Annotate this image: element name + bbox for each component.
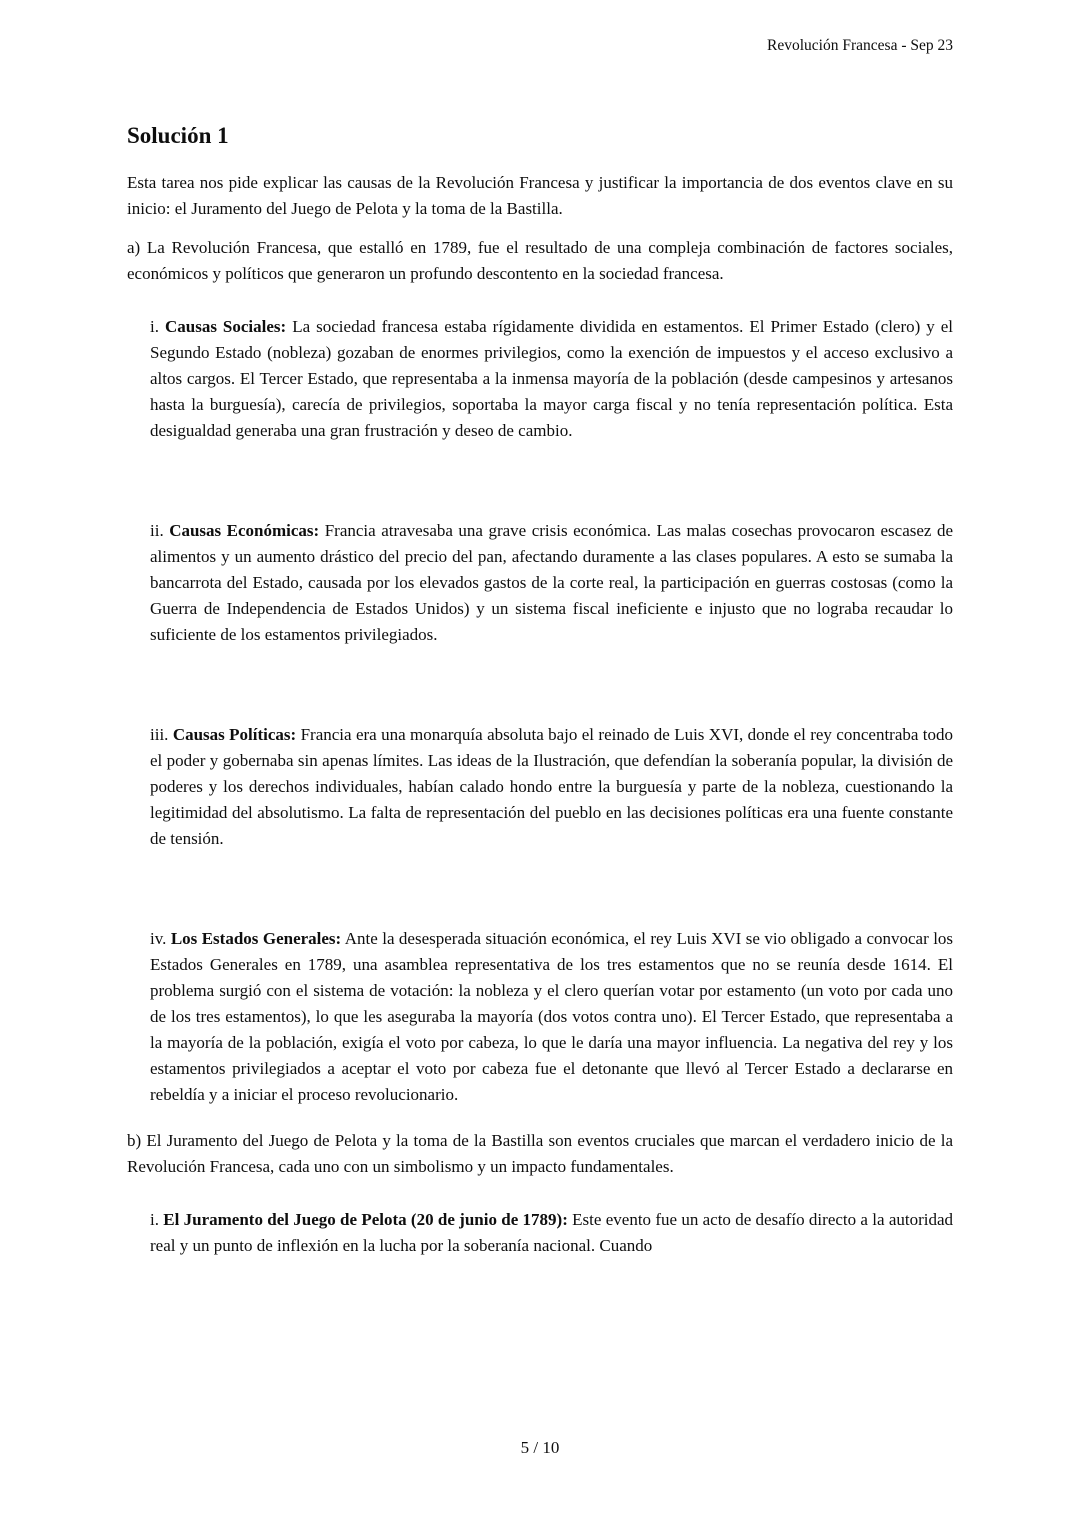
item-text: La sociedad francesa estaba rígidamente dividida en estamentos. El Primer Estado (clero) y el Segundo Estado (nobleza) gozaban de enormes privilegios, como la exención de impuestos y el acceso exclusivo a altos cargos. El Tercer Estado, que representaba a la inmensa mayoría de la población (desde campesinos y artesanos hasta la burguesía), carecía de privilegios, soportaba la mayor carga fiscal y no tenía representación política. Esta desigualdad generaba una gran frustración y deseo de cambio. <box>150 317 954 440</box>
list-item <box>127 518 953 648</box>
item-marker: iii. <box>150 725 169 744</box>
list-item <box>127 1207 953 1259</box>
list-item <box>127 722 953 852</box>
list-a <box>127 314 953 1108</box>
item-marker: ii. <box>150 521 164 540</box>
item-text: Este evento fue un acto de desafío directo a la autoridad real y un punto de inflexión en la lucha por la soberanía nacional. Cuando <box>150 1210 954 1255</box>
paragraph-a: a) La Revolución Francesa, que estalló en 1789, fue el resultado de una compleja combinación de factores sociales, económicos y políticos que generaron un profundo descontento en la sociedad francesa. <box>127 238 953 283</box>
item-label: Causas Sociales: <box>164 317 287 336</box>
page-number: 5 / 10 <box>520 1438 560 1457</box>
page-footer <box>0 1435 1080 1461</box>
item-label: Causas Económicas: <box>169 521 320 540</box>
item-text: Francia atravesaba una grave crisis económica. Las malas cosechas provocaron escasez de alimentos y un aumento drástico del precio del pan, afectando duramente a las clases populares. A esto se sumaba la bancarrota del Estado, causada por los elevados gastos de la corte real, la participación en guerras costosas (como la Guerra de Independencia de Estados Unidos) y un sistema fiscal ineficiente e injusto que no lograba recaudar lo suficiente de los estamentos privilegiados. <box>150 521 953 644</box>
paragraph-b: b) El Juramento del Juego de Pelota y la toma de la Bastilla son eventos cruciales que marcan el verdadero inicio de la Revolución Francesa, cada uno con un simbolismo y un impacto fundamentales. <box>127 1131 953 1176</box>
list-item <box>127 926 953 1108</box>
item-label: Causas Políticas: <box>172 725 297 744</box>
page-title: Solución 1 <box>127 123 229 148</box>
list-item <box>127 314 953 444</box>
item-label: El Juramento del Juego de Pelota (20 de junio de 1789): <box>163 1210 568 1229</box>
item-marker: i. <box>150 1210 159 1229</box>
page-header <box>127 36 953 56</box>
intro-paragraph: Esta tarea nos pide explicar las causas de la Revolución Francesa y justificar la importancia de dos eventos clave en su inicio: el Juramento del Juego de Pelota y la toma de la Bastilla. <box>127 173 953 218</box>
list-b <box>127 1207 953 1259</box>
item-marker: i. <box>150 317 159 336</box>
item-label: Los Estados Generales: <box>170 929 342 948</box>
item-marker: iv. <box>150 929 167 948</box>
header-running-title: Revolución Francesa - Sep 23 <box>767 37 953 54</box>
item-text: Ante la desesperada situación económica, el rey Luis XVI se vio obligado a convocar los Estados Generales en 1789, una asamblea representativa de los tres estamentos que no se reunía desde 1614. El problema surgió con el sistema de votación: la nobleza y el clero querían votar por estamento (un voto por cada uno de los tres estamentos), lo que les aseguraba la mayoría (dos votos contra uno). El Tercer Estado, que representaba a la mayoría de la población, exigía el voto por cabeza, lo que le daría una mayor influencia. La negativa del rey y los estamentos privilegiados a aceptar el voto por cabeza fue el detonante que llevó al Tercer Estado a declararse en rebeldía y a iniciar el proceso revolucionario. <box>150 929 954 1104</box>
item-text: Francia era una monarquía absoluta bajo el reinado de Luis XVI, donde el rey concentraba todo el poder y gobernaba sin apenas límites. Las ideas de la Ilustración, que defendían la soberanía popular, la división de poderes y los derechos individuales, habían calado hondo entre la burguesía y parte de la nobleza, cuestionando la legitimidad del absolutismo. La falta de representación del pueblo en las decisiones políticas era una fuente constante de tensión. <box>150 725 954 848</box>
